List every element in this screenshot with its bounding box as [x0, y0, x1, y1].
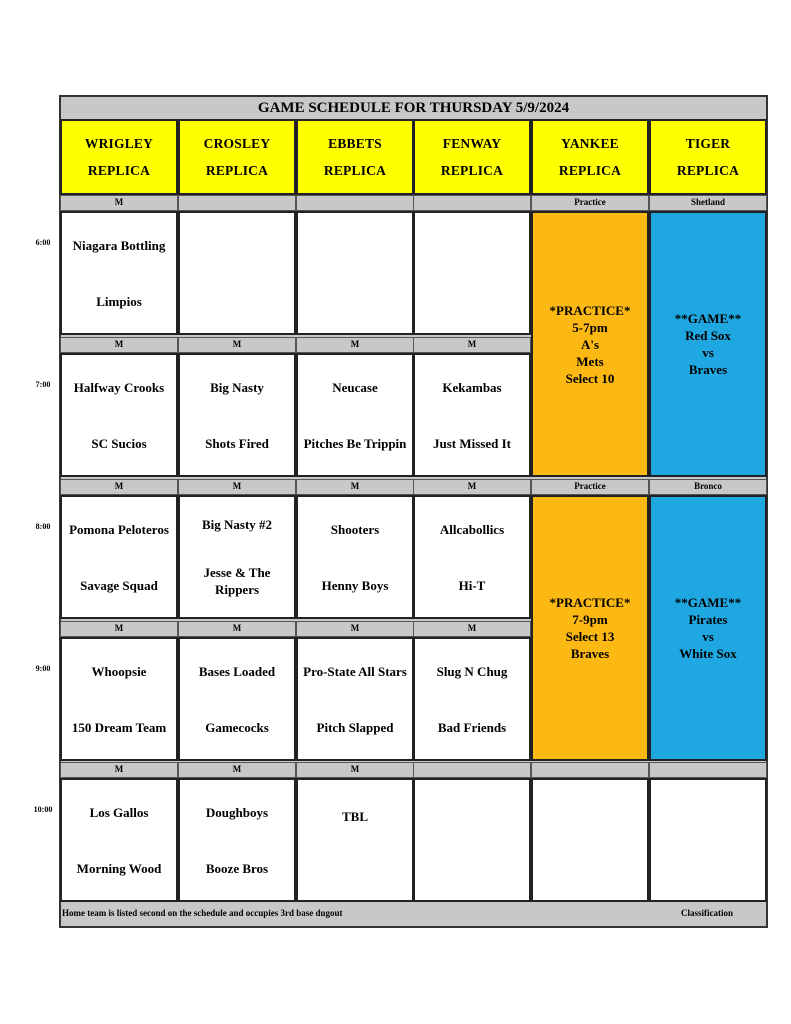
game-slot — [413, 211, 531, 335]
game-slot — [649, 778, 767, 902]
game-slot — [296, 353, 414, 477]
page-title: GAME SCHEDULE FOR THURSDAY 5/9/2024 — [257, 100, 570, 116]
classification-label: M — [232, 339, 242, 349]
classification-label: Bronco — [694, 481, 722, 491]
game-slot — [296, 211, 414, 335]
game-slot — [178, 353, 296, 477]
classification-bar — [178, 337, 296, 353]
game-slot — [413, 637, 531, 761]
game-slot — [60, 211, 178, 335]
classification-bar — [296, 621, 414, 637]
classification-label: M — [232, 764, 242, 774]
away-team: Big Nasty #2 — [201, 517, 273, 533]
practice-block — [531, 495, 649, 761]
game-slot — [413, 495, 531, 619]
home-team: Hi-T — [458, 577, 486, 593]
classification-bar — [178, 621, 296, 637]
away-team: Los Gallos — [89, 804, 149, 820]
away-team: Doughboys — [205, 804, 269, 820]
classification-label: M — [114, 764, 124, 774]
game-slot — [60, 495, 178, 619]
classification-label: Practice — [574, 197, 606, 207]
classification-bar — [178, 762, 296, 778]
classification-bar — [296, 479, 414, 495]
game-line: **GAME** — [674, 595, 742, 610]
practice-line: Select 10 — [565, 370, 615, 386]
classification-label: M — [467, 623, 477, 633]
classification-bar — [413, 337, 531, 353]
away-team: Slug N Chug — [436, 663, 508, 679]
practice-line: 5-7pm — [572, 319, 608, 335]
time-label: 10:00 — [33, 805, 53, 814]
home-team: Pitches Be Trippin — [303, 435, 407, 451]
classification-label: M — [232, 623, 242, 633]
home-team: Limpios — [96, 293, 142, 309]
classification-bar — [296, 195, 414, 211]
practice-block — [531, 211, 649, 477]
practice-line: Mets — [576, 353, 604, 369]
field-name: TIGER — [685, 136, 731, 151]
classification-bar — [413, 621, 531, 637]
field-header — [531, 119, 649, 195]
home-team: SC Sucios — [91, 435, 147, 451]
classification-bar — [60, 195, 178, 211]
field-name: CROSLEY — [203, 136, 271, 151]
game-slot — [178, 211, 296, 335]
home-team: Shots Fired — [205, 435, 269, 451]
classification-bar — [60, 621, 178, 637]
classification-bar — [413, 762, 531, 778]
home-team: Pitch Slapped — [316, 719, 394, 735]
field-subtitle: REPLICA — [323, 163, 387, 178]
game-line: White Sox — [679, 646, 737, 661]
game-slot — [60, 637, 178, 761]
practice-line: Select 13 — [565, 629, 615, 644]
time-label: 8:00 — [35, 522, 51, 531]
classification-label: M — [114, 197, 124, 207]
game-slot — [60, 778, 178, 902]
away-team: Halfway Crooks — [73, 379, 165, 395]
home-team: Bad Friends — [437, 719, 507, 735]
home-team: Henny Boys — [321, 577, 389, 593]
practice-line: 7-9pm — [572, 612, 608, 627]
classification-bar — [60, 337, 178, 353]
footer-classification: Classification — [680, 908, 733, 918]
field-header — [296, 119, 414, 195]
classification-label: M — [350, 481, 360, 491]
time-label: 6:00 — [35, 238, 51, 247]
classification-label: M — [114, 339, 124, 349]
classification-bar — [649, 762, 767, 778]
away-team: Kekambas — [442, 379, 502, 395]
classification-label: M — [467, 481, 477, 491]
classification-label: Shetland — [690, 197, 725, 207]
home-team: Jesse & The Rippers — [203, 564, 271, 597]
away-team: Neucase — [332, 379, 378, 395]
home-team: 150 Dream Team — [71, 719, 167, 735]
classification-bar — [649, 479, 767, 495]
away-team: Allcabollics — [439, 521, 505, 537]
classification-bar — [178, 479, 296, 495]
field-name: WRIGLEY — [84, 136, 154, 151]
game-slot — [296, 637, 414, 761]
footer-note: Home team is listed second on the schedule and occupies 3rd base dugout — [62, 908, 343, 918]
away-team: TBL — [341, 808, 368, 824]
game-slot — [413, 778, 531, 902]
game-slot — [178, 495, 296, 619]
field-header — [413, 119, 531, 195]
away-team: Niagara Bottling — [72, 237, 166, 253]
classification-bar — [649, 195, 767, 211]
classification-label: M — [114, 623, 124, 633]
game-slot — [296, 778, 414, 902]
away-team: Whoopsie — [91, 663, 147, 679]
game-slot — [178, 778, 296, 902]
away-team: Pomona Peloteros — [69, 521, 169, 537]
field-name: EBBETS — [328, 136, 382, 151]
away-team: Shooters — [330, 521, 380, 537]
home-team: Savage Squad — [80, 577, 158, 593]
classification-label: M — [350, 623, 360, 633]
classification-bar — [413, 195, 531, 211]
classification-label: M — [114, 481, 124, 491]
game-slot — [60, 353, 178, 477]
practice-line: A's — [580, 336, 600, 352]
field-subtitle: REPLICA — [440, 163, 504, 178]
classification-label: M — [350, 339, 360, 349]
practice-line: Braves — [570, 646, 610, 661]
classification-bar — [178, 195, 296, 211]
classification-bar — [60, 479, 178, 495]
field-name: YANKEE — [561, 136, 619, 151]
home-team: Booze Bros — [205, 860, 269, 876]
game-slot — [178, 637, 296, 761]
field-header — [649, 119, 767, 195]
game-slot — [413, 353, 531, 477]
classification-label: M — [467, 339, 477, 349]
classification-bar — [531, 195, 649, 211]
away-team: Pro-State All Stars — [303, 663, 407, 679]
classification-bar — [296, 337, 414, 353]
field-name: FENWAY — [442, 136, 502, 151]
away-team: Big Nasty — [210, 379, 264, 395]
practice-line: *PRACTICE* — [549, 302, 631, 318]
game-block — [649, 495, 767, 761]
practice-line: *PRACTICE* — [549, 595, 631, 610]
classification-bar — [60, 762, 178, 778]
classification-bar — [296, 762, 414, 778]
field-subtitle: REPLICA — [87, 163, 151, 178]
home-team: Morning Wood — [76, 860, 162, 876]
classification-label: M — [232, 481, 242, 491]
game-line: **GAME** — [674, 311, 742, 326]
game-slot — [296, 495, 414, 619]
game-line: Braves — [688, 362, 728, 377]
game-line: vs — [702, 629, 714, 644]
field-subtitle: REPLICA — [676, 163, 740, 178]
classification-bar — [531, 479, 649, 495]
classification-bar — [413, 479, 531, 495]
game-line: Pirates — [688, 612, 728, 627]
classification-label: M — [350, 764, 360, 774]
field-subtitle: REPLICA — [205, 163, 269, 178]
field-header — [178, 119, 296, 195]
field-header — [60, 119, 178, 195]
home-team: Just Missed It — [432, 435, 511, 451]
field-subtitle: REPLICA — [558, 163, 622, 178]
classification-label: Practice — [574, 481, 606, 491]
game-block — [649, 211, 767, 477]
game-line: Red Sox — [685, 328, 731, 343]
home-team: Gamecocks — [205, 719, 269, 735]
game-slot — [531, 778, 649, 902]
away-team: Bases Loaded — [198, 663, 276, 679]
classification-bar — [531, 762, 649, 778]
game-line: vs — [702, 345, 714, 360]
time-label: 7:00 — [35, 380, 51, 389]
time-label: 9:00 — [35, 664, 51, 673]
